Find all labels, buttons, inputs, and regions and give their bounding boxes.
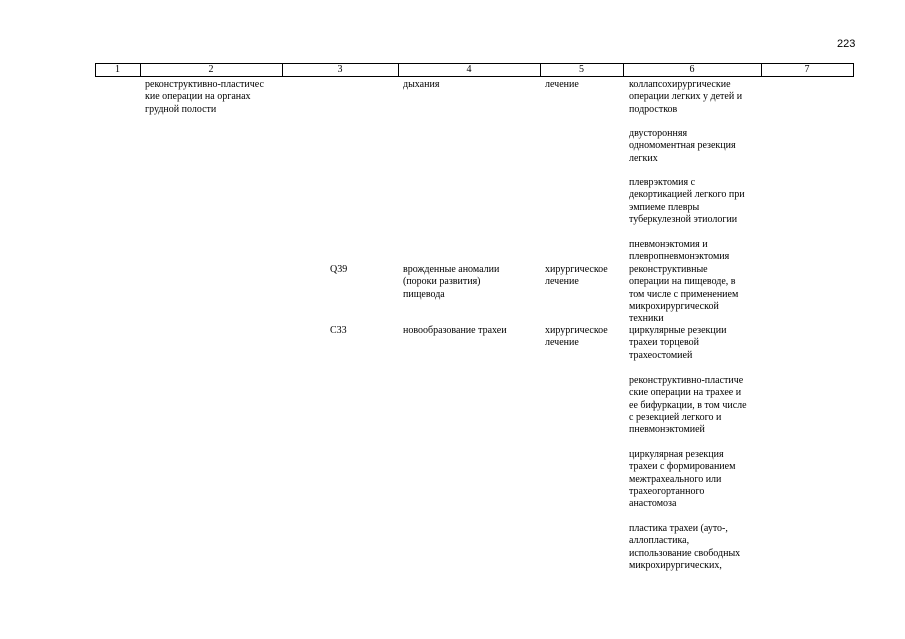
column-number: 3 <box>337 64 343 75</box>
method-text: циркулярная резекция трахеи с формированием межтрахеального или трахеогортанного анастомоза <box>629 449 736 510</box>
icd-code: C33 <box>330 325 347 336</box>
treatment-type: хирургическое лечение <box>545 325 608 349</box>
column-number: 6 <box>689 64 695 75</box>
diagnosis-text: врожденные аномалии (пороки развития) пищевода <box>403 264 500 300</box>
page-number: 223 <box>837 38 856 50</box>
method-text: пластика трахеи (ауто-, аллопластика, использование свободных микрохирургических, <box>629 523 741 571</box>
diagnosis-text: новообразование трахеи <box>403 325 507 336</box>
method-text: пневмонэктомия и плевропневмонэктомия <box>629 239 730 263</box>
method-text: коллапсохирургические операции легких у детей и подростков <box>629 79 743 115</box>
treatment-type: хирургическое лечение <box>545 264 608 288</box>
column-number: 2 <box>208 64 214 75</box>
method-text: плеврэктомия с декортикацией легкого при эмпиеме плевры туберкулезной этиологии <box>629 177 745 225</box>
method-text: двусторонняя одномоментная резекция легких <box>629 128 736 164</box>
column-number: 7 <box>804 64 810 75</box>
column-number: 4 <box>466 64 472 75</box>
procedure-group-name: реконструктивно-пластичес кие операции на органах грудной полости <box>145 79 264 115</box>
method-text: реконструктивные операции на пищеводе, в том числе с применением микрохирургической техники <box>629 264 739 325</box>
method-text: реконструктивно-пластиче ские операции на трахее и ее бифуркации, в том числе с резекцией легкого и пневмонэктомией <box>629 375 747 436</box>
icd-code: Q39 <box>330 264 348 275</box>
column-number: 1 <box>115 64 120 75</box>
column-number: 5 <box>579 64 584 75</box>
header-separator <box>853 64 854 76</box>
method-text: циркулярные резекции трахеи торцевой трахеостомией <box>629 325 727 361</box>
diagnosis-text: дыхания <box>403 79 440 90</box>
header-bottom-line <box>95 76 854 77</box>
treatment-type: лечение <box>545 79 579 90</box>
